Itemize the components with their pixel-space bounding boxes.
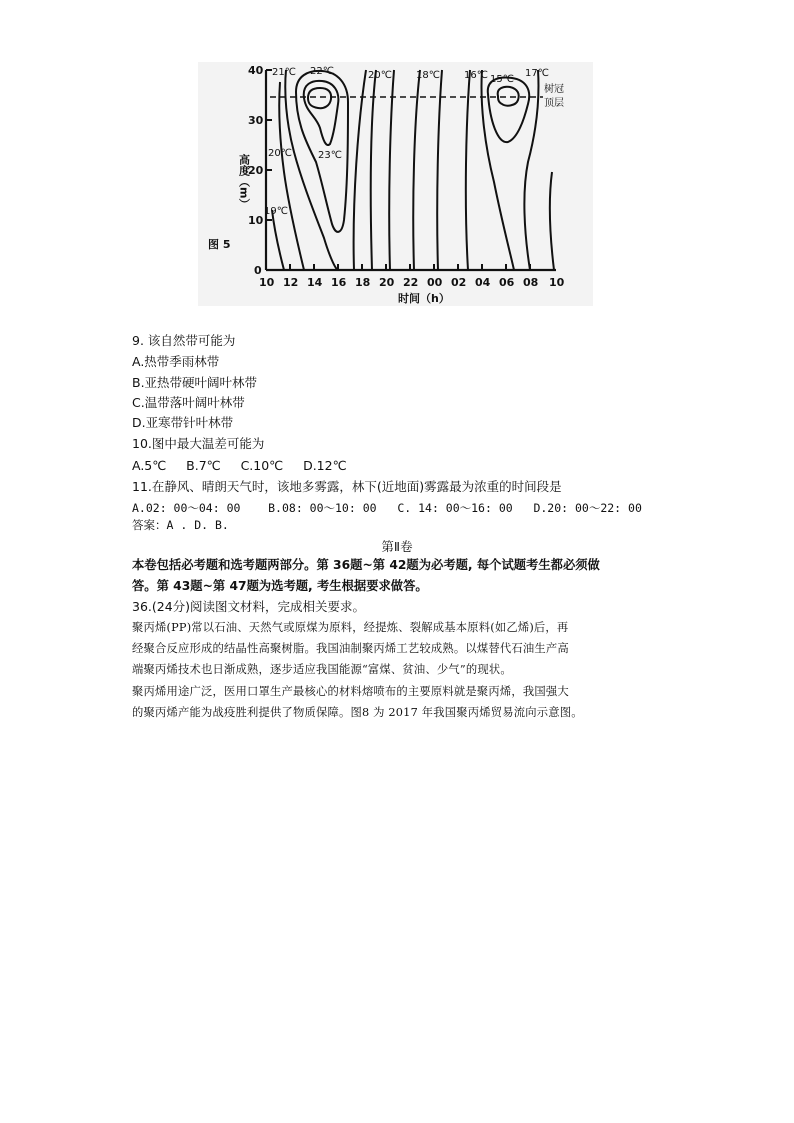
canopy-label-2: 顶层 [544, 98, 564, 109]
question-36: 36.(24分)阅读图文材料，完成相关要求。 [132, 599, 366, 614]
question-9-option-b: B.亚热带硬叶阔叶林带 [132, 375, 258, 390]
isotherm-curve-3 [437, 70, 442, 270]
y-tick-20: 20 [248, 164, 264, 177]
label-20c-top: 20℃ [368, 70, 392, 81]
y-tick-0: 0 [254, 264, 262, 277]
label-19c: 19℃ [264, 206, 288, 217]
x-tick-12: 12 [283, 276, 299, 289]
label-17c: 17℃ [525, 68, 549, 79]
x-tick-06: 06 [499, 276, 515, 289]
question-9-option-c: C.温带落叶阔叶林带 [132, 395, 245, 410]
question-9: 9. 该自然带可能为 [132, 333, 236, 348]
isotherm-20b-left [354, 70, 366, 270]
isotherm-18 [413, 70, 420, 270]
x-tick-10b: 10 [549, 276, 565, 289]
y-axis-label: 高度（m） [237, 154, 251, 210]
question-11-options: A.02: 00～04: 00 B.08: 00～10: 00 C. 14: 00～16: 00 D.20: 00～22: 00 [132, 501, 642, 515]
passage-1-line-3: 端聚丙烯技术也日渐成熟，逐步适应我国能源“富煤、贫油、少气”的现状。 [132, 663, 512, 676]
passage-2-line-2: 的聚丙烯产能为战疫胜利提供了物质保障。图8 为 2017 年我国聚丙烯贸易流向示意图。 [132, 706, 583, 719]
x-axis-label: 时间（h） [398, 292, 450, 305]
section-2-title: 第Ⅱ卷 [381, 539, 413, 554]
question-9-option-d: D.亚寒带针叶林带 [132, 415, 234, 430]
passage-2-line-1: 聚丙烯用途广泛，医用口罩生产最核心的材料熔喷布的主要原料就是聚丙烯，我国强大 [132, 685, 569, 698]
x-tick-10a: 10 [259, 276, 275, 289]
question-10-options: A.5℃ B.7℃ C.10℃ D.12℃ [132, 458, 347, 473]
label-18c: 18℃ [416, 70, 440, 81]
y-tick-10: 10 [248, 214, 264, 227]
isotherm-16 [466, 70, 470, 270]
canopy-label-1: 树冠 [544, 84, 564, 95]
isotherm-curve-2 [389, 70, 394, 270]
x-tick-08: 08 [523, 276, 539, 289]
section-2-intro-2: 答。第 43题~第 47题为选考题, 考生根据要求做答。 [132, 579, 428, 593]
question-10: 10.图中最大温差可能为 [132, 436, 265, 451]
section-2-intro-1: 本卷包括必考题和选考题两部分。第 36题~第 42题为必考题, 每个试题考生都必须做 [132, 558, 600, 572]
x-tick-02: 02 [451, 276, 467, 289]
y-tick-30: 30 [248, 114, 264, 127]
answer-line: 答案：A . D. B. [132, 518, 229, 532]
label-23c: 23℃ [318, 150, 342, 161]
x-tick-20: 20 [379, 276, 395, 289]
isotherm-chart [198, 62, 593, 306]
isotherm-19 [272, 210, 284, 270]
x-tick-18: 18 [355, 276, 371, 289]
question-9-option-a: A.热带季雨林带 [132, 354, 220, 369]
x-tick-22: 22 [403, 276, 419, 289]
passage-1-line-1: 聚丙烯(PP)常以石油、天然气或原煤为原料，经提炼、裂解成基本原料(如乙烯)后，再 [132, 621, 569, 634]
x-tick-16: 16 [331, 276, 347, 289]
passage-1-line-2: 经聚合反应形成的结晶性高聚树脂。我国油制聚丙烯工艺较成熟。以煤替代石油生产高 [132, 642, 569, 655]
isotherm-23-inner [308, 88, 331, 108]
x-tick-00: 00 [427, 276, 443, 289]
label-21c: 21℃ [272, 67, 296, 78]
isotherm-23 [304, 81, 339, 145]
x-tick-04: 04 [475, 276, 491, 289]
question-11: 11.在静风、晴朗天气时，该地多雾露，林下(近地面)雾露最为浓重的时间段是 [132, 479, 562, 494]
label-20c-left: 20℃ [268, 148, 292, 159]
label-15c: 15℃ [490, 74, 514, 85]
label-16c: 16℃ [464, 70, 488, 81]
x-tick-14: 14 [307, 276, 323, 289]
isotherm-17 [524, 70, 538, 270]
figure-label: 图 5 [208, 238, 231, 251]
isotherm-curve-4 [550, 172, 554, 270]
figure-5 [198, 62, 593, 306]
label-22c: 22℃ [310, 66, 334, 77]
isotherm-curve-1 [371, 70, 376, 270]
y-tick-40: 40 [248, 64, 264, 77]
